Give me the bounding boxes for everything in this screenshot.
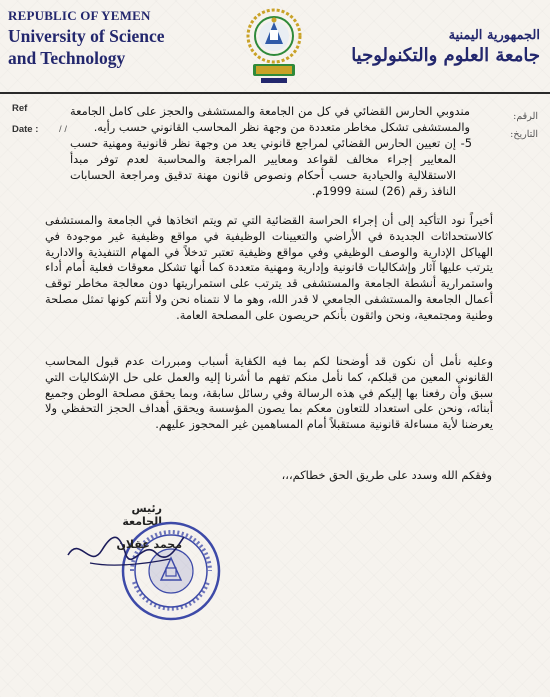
point-5-number: 5-: [460, 136, 472, 150]
header-arabic: [340, 28, 540, 66]
date-label: [12, 124, 67, 135]
letter-points: [70, 103, 470, 199]
republic-name-ar: الجمهورية اليمنية: [448, 28, 540, 43]
date-label-ar: التاريخ:: [510, 129, 538, 140]
university-emblem-icon: [243, 8, 305, 90]
signatory-name: محمد عقلان: [116, 538, 182, 551]
ref-label: Ref: [12, 103, 28, 114]
paragraph-3-text: وعليه نأمل أن نكون قد أوضحنا لكم بما فيه الكفاية أسباب ومبررات عدم قبول المحاسب القانوني المعين من قبلكم، كما نأمل منكم تفهم ما أشرنا إليه والعمل على حل الإشكاليات التي سبق وأن رفعنا بها إليكم في هذه الرسالة وفي رسائل سابقة، وبما يحقق مصلحة الوطن وجميع أبنائه، ونحن على استعداد للتعاون معكم بما يصون المؤسسة ويحقق أهداف الحجز التحفظي ولا يعرضنا لأية مساءلة قانونية مستقبلاً أمام المساهمين غير المحجوز عليهم.: [45, 354, 493, 432]
header-divider: [0, 92, 550, 94]
university-name-en-line1: University of Science: [8, 26, 165, 46]
point-5: [70, 135, 470, 199]
university-name-ar: جامعة العلوم والتكنولوجيا: [351, 45, 540, 66]
paragraph-request: [45, 354, 493, 433]
paragraph-2-text: أخيراً نود التأكيد إلى أن إجراء الحراسة القضائية التي تم ويتم اتخاذها في الجامعة والمستشفى كالاستحداثات الجديدة في الأراضي والتعيينات الوظيفية في مواقع وظيفية غير موجودة في الهياكل الإدارية والوصف الوظيفي وفي مواقع وظيفية تعتبر تدخلاً في المهام التنفيذية والادارية يترتب عليها آثار وإشكاليات قانونية وإدارية ومهنية متعددة كما أنها تشكل معوقات فعلية أمام أداء واستمرارية أنشطة الجامعة والمستشفى قد يترتب على استمراريتها دون معالجة مخاطر توقف أعمال الجامعة والمستشفى الجامعي لا قدر الله، وهو ما لا نتمناه نحن ولا أنتم كونها تمثل مصلحة وطنية ومجتمعية، ونحن واثقون بأنكم حريصون على المصلحة العامة.: [45, 213, 493, 322]
closing-line: وفقكم الله وسدد على طريق الحق خطاكم،،،: [281, 468, 492, 482]
header-english: [8, 8, 198, 68]
republic-name-en: REPUBLIC OF YEMEN: [8, 8, 151, 23]
point-5-text: إن تعيين الحارس القضائي لمراجع قانوني يعد من وجهة نظر قانونية ومهنية حسب المعايير إجراء مخالف لقواعد ومعايير المراجعة والمحاسبة لعدم توفر مبدأ الاستقلالية والحيادية حسب أحكام ونصوص قانون مهنة تدقيق ومراجعة الحسابات النافذ رقم (26) لسنة 1999م.: [70, 136, 456, 198]
ref-label-ar: الرقم:: [513, 111, 538, 122]
point-continuation: مندوبي الحارس القضائي في كل من الجامعة والمستشفى والحجز على كامل الجامعة والمستشفى تشكل مخاطر متعددة من وجهة نظر المحاسب القانوني حسب رأيه.: [70, 104, 470, 134]
date-value: / /: [59, 124, 67, 135]
paragraph-final-emphasis: [45, 213, 493, 324]
university-name-en-line2: and Technology: [8, 48, 126, 68]
signatory-title: رئيس الجامعة: [122, 502, 162, 528]
date-label-text: Date :: [12, 124, 39, 135]
